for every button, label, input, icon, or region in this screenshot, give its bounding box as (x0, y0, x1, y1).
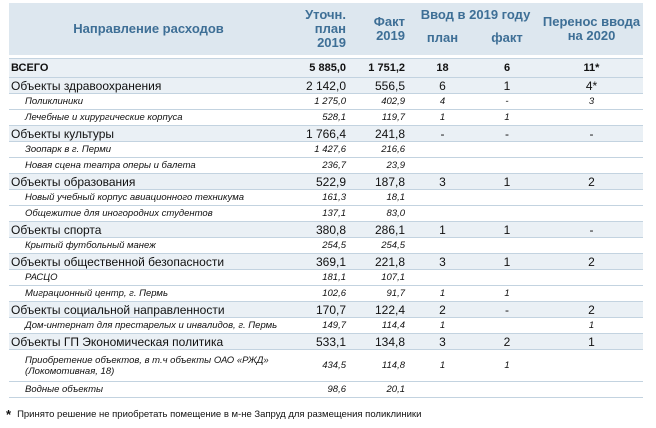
table-row-item (9, 158, 643, 174)
table-row-item (9, 238, 643, 254)
cell-input-fact: 1 (474, 350, 540, 382)
cell-fact: 241,8 (352, 126, 411, 142)
cell-plan: 181,1 (288, 270, 352, 286)
table-row-item (9, 190, 643, 206)
cell-transfer (540, 158, 643, 174)
cell-transfer (540, 238, 643, 254)
cell-input-plan (411, 142, 474, 158)
cell-plan: 380,8 (288, 222, 352, 238)
cell-transfer: 4* (540, 78, 643, 94)
table-row-item (9, 350, 643, 382)
cell-fact: 122,4 (352, 302, 411, 318)
cell-input-plan: 1 (411, 350, 474, 382)
cell-transfer: 2 (540, 254, 643, 270)
cell-plan: 1 427,6 (288, 142, 352, 158)
footnote-mark: * (6, 407, 12, 422)
header-input-fact: факт (474, 27, 540, 55)
cell-name: Водные объекты (9, 382, 288, 398)
cell-fact: 556,5 (352, 78, 411, 94)
cell-name: Миграционный центр, г. Пермь (9, 286, 288, 302)
cell-name: Поликлиники (9, 94, 288, 110)
cell-name: Дом-интернат для престарелых и инвалидов, г. Пермь (9, 318, 288, 334)
table-row-category (9, 302, 643, 318)
cell-input-plan (411, 382, 474, 398)
cell-transfer: - (540, 126, 643, 142)
cell-name: Объекты культуры (9, 126, 288, 142)
cell-fact: 83,0 (352, 206, 411, 222)
table-row-category (9, 222, 643, 238)
cell-input-plan: 1 (411, 222, 474, 238)
cell-name: Объекты спорта (9, 222, 288, 238)
cell-plan: 161,3 (288, 190, 352, 206)
cell-plan: 236,7 (288, 158, 352, 174)
cell-plan: 434,5 (288, 350, 352, 382)
cell-input-fact (474, 382, 540, 398)
total-fact: 1 751,2 (352, 59, 411, 78)
cell-fact: 114,8 (352, 350, 411, 382)
cell-name: Объекты ГП Экономическая политика (9, 334, 288, 350)
cell-input-plan: - (411, 126, 474, 142)
cell-fact: 286,1 (352, 222, 411, 238)
table-body (9, 55, 643, 398)
cell-fact: 20,1 (352, 382, 411, 398)
cell-transfer: 1 (540, 334, 643, 350)
cell-input-plan: 1 (411, 110, 474, 126)
footnote-text: Принято решение не приобретать помещение в м-не Запруд для размещения поликлиники (17, 409, 422, 420)
cell-transfer: 1 (540, 318, 643, 334)
header-input-plan: план (411, 27, 474, 55)
cell-name: Общежитие для иногородних студентов (9, 206, 288, 222)
cell-input-fact: - (474, 126, 540, 142)
cell-input-plan: 1 (411, 318, 474, 334)
cell-transfer: - (540, 222, 643, 238)
cell-name: Новая сцена театра оперы и балета (9, 158, 288, 174)
cell-transfer: 2 (540, 302, 643, 318)
cell-input-plan: 6 (411, 78, 474, 94)
table-row-item (9, 318, 643, 334)
cell-plan: 1 766,4 (288, 126, 352, 142)
table-row-item (9, 270, 643, 286)
cell-name: Объекты общественной безопасности (9, 254, 288, 270)
cell-input-plan: 4 (411, 94, 474, 110)
cell-fact: 23,9 (352, 158, 411, 174)
cell-plan: 149,7 (288, 318, 352, 334)
cell-plan: 522,9 (288, 174, 352, 190)
cell-fact: 221,8 (352, 254, 411, 270)
cell-input-plan: 1 (411, 286, 474, 302)
total-input-fact: 6 (474, 59, 540, 78)
cell-plan: 254,5 (288, 238, 352, 254)
cell-input-fact (474, 238, 540, 254)
cell-plan: 1 275,0 (288, 94, 352, 110)
cell-name: Объекты образования (9, 174, 288, 190)
cell-input-plan (411, 270, 474, 286)
table-row-category (9, 334, 643, 350)
table-row-item (9, 110, 643, 126)
table-row-category (9, 78, 643, 94)
cell-input-plan (411, 206, 474, 222)
cell-plan: 528,1 (288, 110, 352, 126)
cell-name: Объекты здравоохранения (9, 78, 288, 94)
header-direction: Направление расходов (9, 3, 288, 55)
cell-name: Приобретение объектов, в т.ч объекты ОАО «РЖД» (Локомотивная, 18) (9, 350, 288, 382)
cell-input-fact: 1 (474, 286, 540, 302)
table-row-item (9, 206, 643, 222)
cell-fact: 187,8 (352, 174, 411, 190)
cell-name: Лечебные и хирургические корпуса (9, 110, 288, 126)
cell-input-fact: 1 (474, 254, 540, 270)
total-plan: 5 885,0 (288, 59, 352, 78)
total-name: ВСЕГО (9, 59, 288, 78)
table-row-item (9, 382, 643, 398)
cell-fact: 402,9 (352, 94, 411, 110)
cell-plan: 98,6 (288, 382, 352, 398)
cell-plan: 170,7 (288, 302, 352, 318)
cell-input-fact: 2 (474, 334, 540, 350)
cell-input-fact: - (474, 302, 540, 318)
cell-fact: 254,5 (352, 238, 411, 254)
cell-input-fact (474, 158, 540, 174)
cell-input-fact (474, 270, 540, 286)
cell-plan: 533,1 (288, 334, 352, 350)
table-row-item (9, 94, 643, 110)
cell-transfer: 2 (540, 174, 643, 190)
cell-fact: 107,1 (352, 270, 411, 286)
cell-transfer (540, 142, 643, 158)
cell-name: Объекты социальной направленности (9, 302, 288, 318)
table-row-total (9, 59, 643, 78)
footnote (6, 407, 421, 422)
cell-transfer (540, 270, 643, 286)
cell-input-plan (411, 238, 474, 254)
cell-name: Крытый футбольный манеж (9, 238, 288, 254)
cell-input-fact (474, 318, 540, 334)
cell-input-fact: - (474, 94, 540, 110)
cell-fact: 18,1 (352, 190, 411, 206)
cell-transfer (540, 206, 643, 222)
cell-fact: 114,4 (352, 318, 411, 334)
cell-input-plan: 2 (411, 302, 474, 318)
table-row-category (9, 126, 643, 142)
cell-transfer (540, 190, 643, 206)
cell-transfer (540, 286, 643, 302)
cell-transfer (540, 110, 643, 126)
cell-transfer: 3 (540, 94, 643, 110)
header-plan: Уточн. план 2019 (288, 3, 352, 55)
cell-input-fact (474, 190, 540, 206)
expenses-table (9, 3, 643, 398)
total-transfer: 11* (540, 59, 643, 78)
cell-input-fact (474, 206, 540, 222)
cell-plan: 2 142,0 (288, 78, 352, 94)
cell-fact: 134,8 (352, 334, 411, 350)
table-row-category (9, 174, 643, 190)
cell-transfer (540, 382, 643, 398)
cell-plan: 137,1 (288, 206, 352, 222)
total-input-plan: 18 (411, 59, 474, 78)
cell-plan: 102,6 (288, 286, 352, 302)
cell-input-plan: 3 (411, 254, 474, 270)
table-row-item (9, 286, 643, 302)
header-input-2019: Ввод в 2019 году (411, 3, 540, 27)
cell-input-fact: 1 (474, 110, 540, 126)
cell-name: Зоопарк в г. Перми (9, 142, 288, 158)
cell-input-fact (474, 142, 540, 158)
cell-plan: 369,1 (288, 254, 352, 270)
cell-fact: 91,7 (352, 286, 411, 302)
cell-fact: 119,7 (352, 110, 411, 126)
cell-input-plan: 3 (411, 174, 474, 190)
cell-input-plan: 3 (411, 334, 474, 350)
cell-input-fact: 1 (474, 174, 540, 190)
cell-input-fact: 1 (474, 78, 540, 94)
table-row-category (9, 254, 643, 270)
header-fact: Факт 2019 (352, 3, 411, 55)
cell-input-plan (411, 158, 474, 174)
header-transfer: Перенос ввода на 2020 (540, 3, 643, 55)
cell-input-fact: 1 (474, 222, 540, 238)
cell-name: РАСЦО (9, 270, 288, 286)
cell-name: Новый учебный корпус авиационного техникума (9, 190, 288, 206)
cell-input-plan (411, 190, 474, 206)
cell-fact: 216,6 (352, 142, 411, 158)
table-row-item (9, 142, 643, 158)
cell-transfer (540, 350, 643, 382)
